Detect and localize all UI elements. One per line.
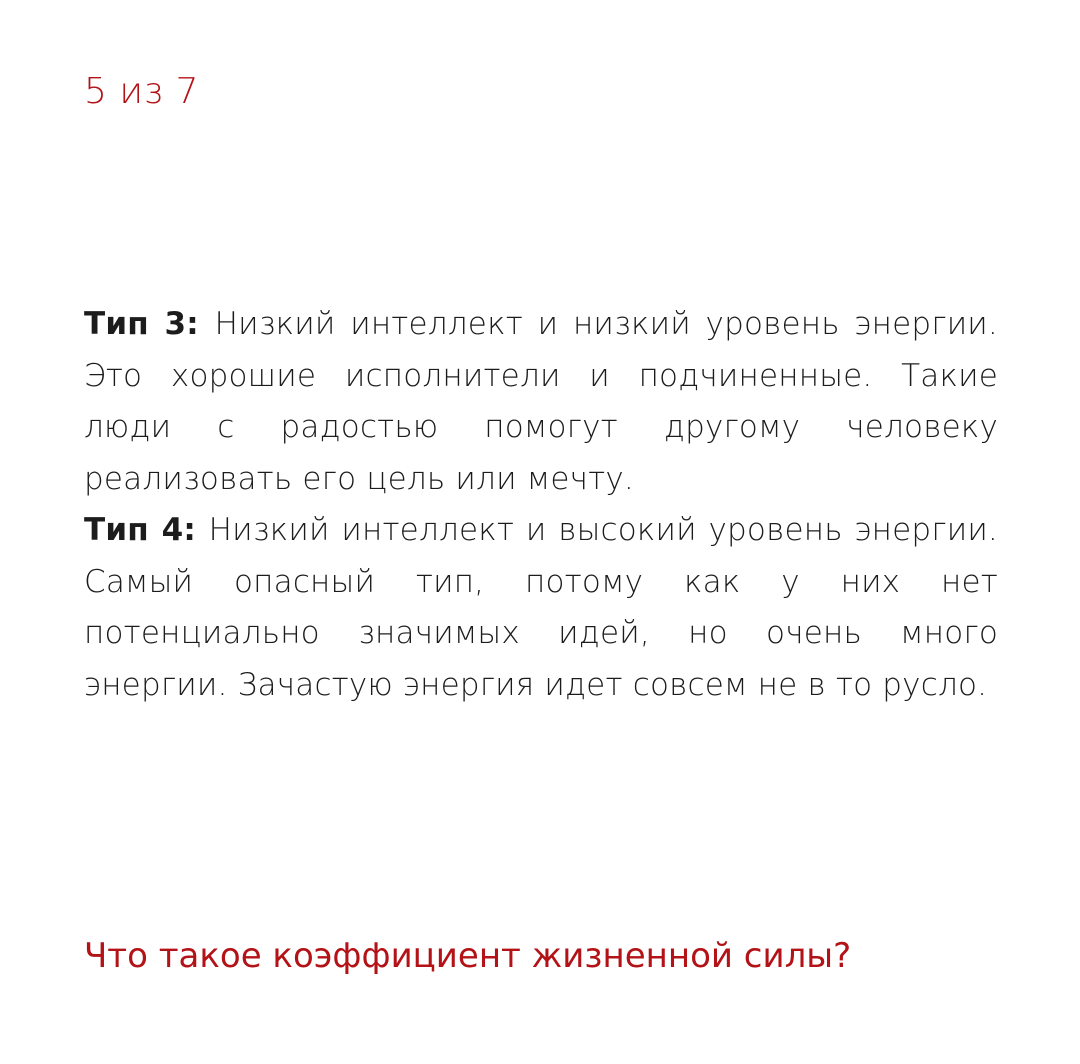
body-text (84, 299, 998, 711)
paragraph-type-3 (84, 299, 998, 505)
page-counter: 5 из 7 (84, 71, 199, 112)
paragraph-type-4 (84, 505, 998, 711)
type-4-label: Тип 4: (84, 512, 209, 548)
type-3-label: Тип 3: (84, 306, 215, 342)
footer-question: Что такое коэффициент жизненной силы? (84, 936, 852, 976)
type-3-description: Низкий интеллект и низкий уровень энергии. Это хорошие исполнители и подчиненные. Такие люди с радостью помогут другому человеку реализовать его цель или мечту. (84, 306, 998, 497)
type-4-description: Низкий интеллект и высокий уровень энергии. Самый опасный тип, потому как у них нет потенциально значимых идей, но очень много энергии. Зачастую энергия идет совсем не в то русло. (84, 512, 998, 703)
